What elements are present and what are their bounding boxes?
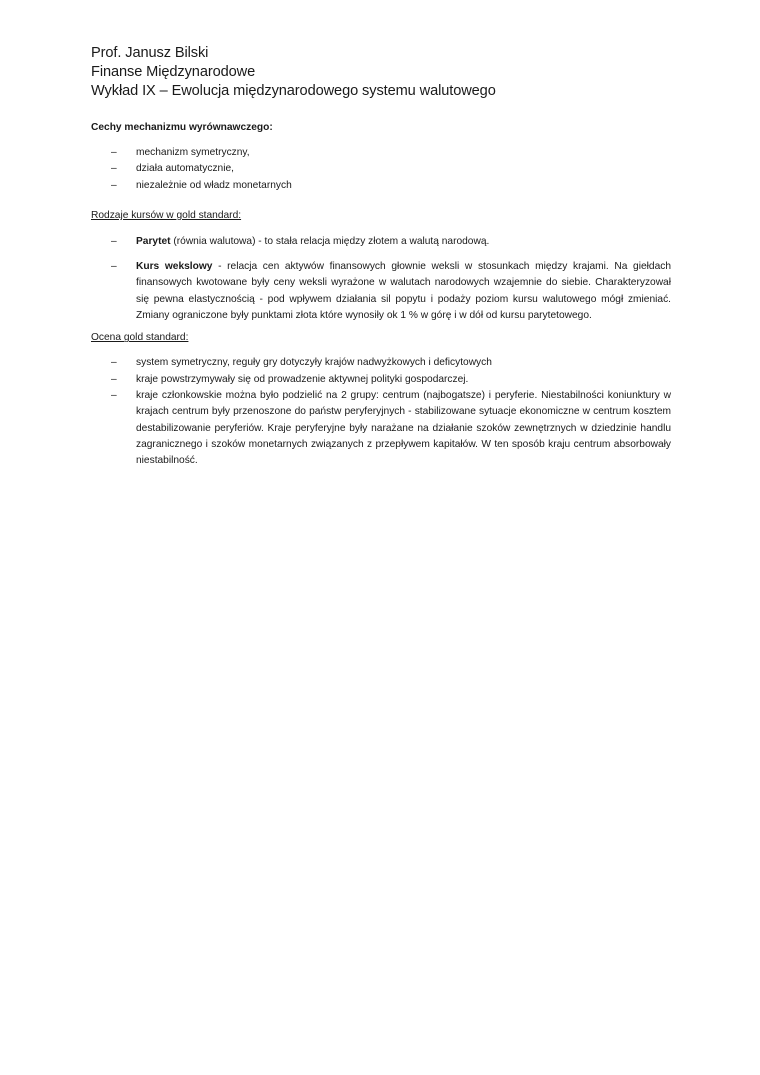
section-heading-evaluation: Ocena gold standard: (91, 332, 189, 344)
section-heading-mechanism: Cechy mechanizmu wyrównawczego: (91, 122, 273, 133)
lecture-title: Wykład IX – Ewolucja międzynarodowego systemu walutowego (91, 83, 496, 99)
term-parytet: Parytet (136, 235, 171, 247)
author-name: Prof. Janusz Bilski (91, 45, 209, 61)
list-item: – mechanizm symetryczny, (91, 145, 671, 161)
document-page (91, 44, 671, 469)
dash-bullet: – (111, 235, 117, 247)
list-item: – niezależnie od władz monetarnych (91, 178, 671, 194)
list-item: – Kurs wekslowy - relacja cen aktywów finansowych głownie weksli w stosunkach między krajami. Na giełdach finansowych kwotowane były ceny weksli wyrażone w walutach narodowych wzajemnie do siebie. Charakteryzował się pewna elastycznością - pod wpływem działania sil popytu i podaży poziom kursu walutowego mógł zmieniać. Zmiany ograniczone były punktami złota które wynosiły ok 1 % w górę i w dół od kursu parytetowego. (111, 261, 672, 322)
term-kurs-wekslowy: Kurs wekslowy (136, 261, 213, 273)
list-item: – kraje powstrzymywały się od prowadzenie aktywnej polityki gospodarczej. (91, 372, 671, 388)
dash-bullet: – (111, 357, 117, 369)
exchange-rates-list (91, 234, 671, 324)
dash-bullet: – (111, 163, 117, 175)
list-item: – działa automatycznie, (91, 161, 671, 177)
dash-bullet: – (111, 147, 117, 158)
mechanism-list (91, 145, 671, 194)
dash-bullet: – (111, 389, 117, 401)
dash-bullet: – (111, 373, 117, 385)
list-item: – kraje członkowskie można było podzielić na 2 grupy: centrum (najbogatsze) i peryferie. Niestabilności koniunktury w krajach centrum były przenoszone do państw peryferyjnych - stabilizowane sytuacje ekonomiczne w centrum kosztem destabilizowanie peryferiów. Kraje peryferyjne były narażane na działanie szoków zewnętrznych w dziedzinie handlu zagranicznego i szoków monetarnych związanych z przepływem kapitałów. W ten sposób kraju centrum absorbowały niestabilność. (111, 389, 671, 467)
dash-bullet: – (111, 179, 117, 191)
section-heading-exchange-rates: Rodzaje kursów w gold standard: (91, 209, 242, 221)
dash-bullet: – (111, 261, 117, 273)
course-title: Finanse Międzynarodowe (91, 64, 256, 80)
list-item: – Parytet (równia walutowa) - to stała relacja między złotem a walutą narodową. (91, 234, 671, 250)
list-item: – system symetryczny, reguły gry dotyczyły krajów nadwyżkowych i deficytowych (91, 355, 671, 371)
document-header (91, 44, 671, 101)
evaluation-list (91, 355, 671, 469)
